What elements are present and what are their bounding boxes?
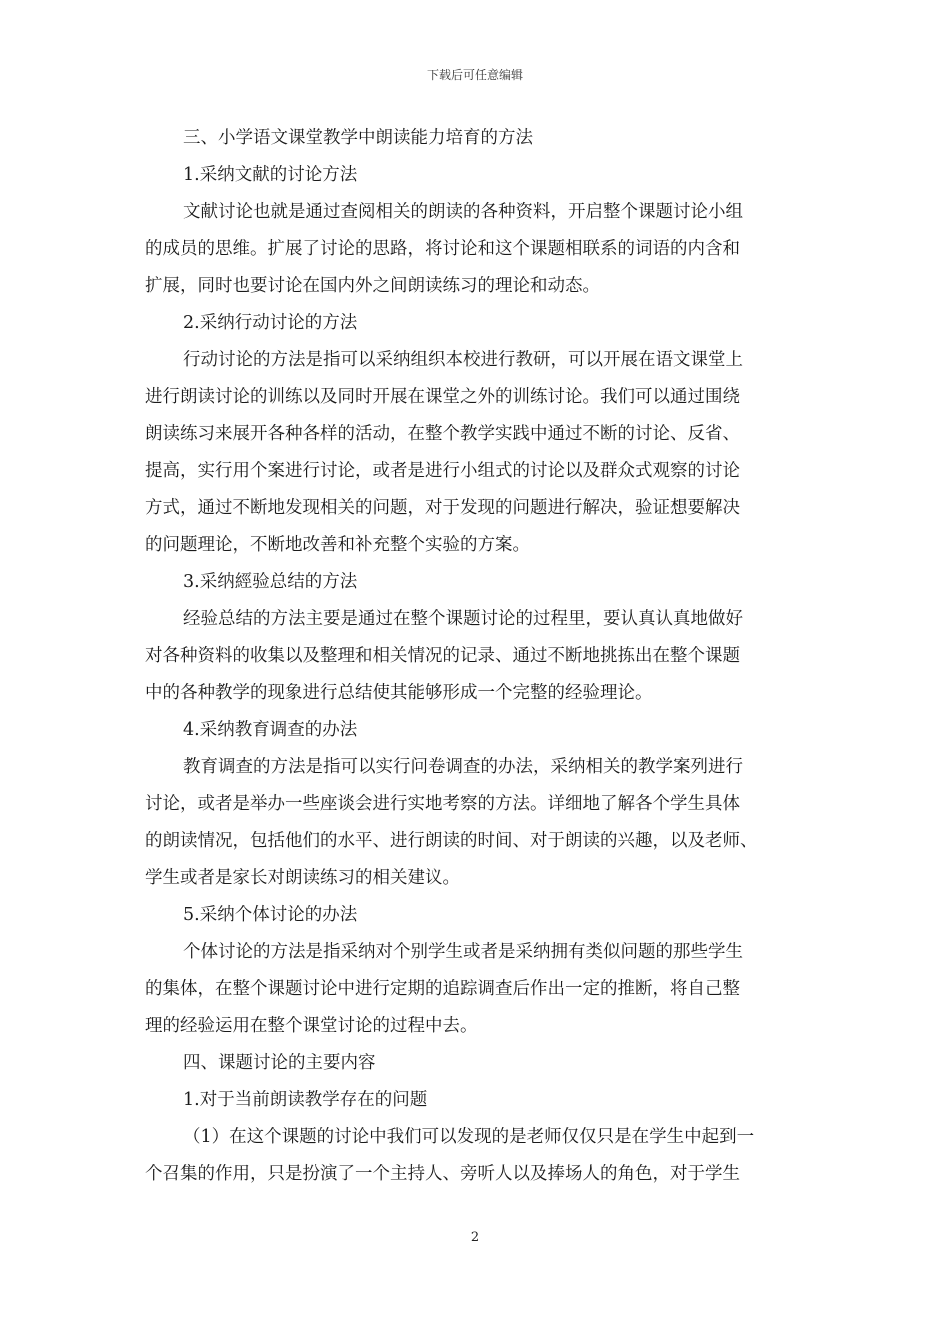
subsection-heading: 3.采纳經验总结的方法 <box>183 572 358 592</box>
document-body <box>145 120 810 1193</box>
body-text-line: 提高，实行用个案进行讨论，或者是进行小组式的讨论以及群众式观察的讨论 <box>145 461 740 481</box>
body-text-line: 对各种资料的收集以及整理和相关情况的记录、通过不断地挑拣出在整个课题 <box>145 646 740 666</box>
body-text-line: 进行朗读讨论的训练以及同时开展在课堂之外的训练讨论。我们可以通过围绕 <box>145 387 740 407</box>
page-number: 2 <box>470 1230 480 1245</box>
body-text-line: （1）在这个课题的讨论中我们可以发现的是老师仅仅只是在学生中起到一 <box>183 1127 755 1147</box>
body-text-line: 行动讨论的方法是指可以采纳组织本校进行教研，可以开展在语文课堂上 <box>183 350 743 370</box>
subsection-heading: 5.采纳个体讨论的办法 <box>183 905 358 925</box>
body-text-line: 个召集的作用，只是扮演了一个主持人、旁听人以及捧场人的角色，对于学生 <box>145 1164 740 1184</box>
body-text-line: 中的各种教学的现象进行总结使其能够形成一个完整的经验理论。 <box>145 683 653 703</box>
body-text-line: 的集体，在整个课题讨论中进行定期的追踪调查后作出一定的推断，将自己整 <box>145 979 740 999</box>
subsection-heading: 2.采纳行动讨论的方法 <box>183 313 358 333</box>
body-text-line: 的朗读情况，包括他们的水平、进行朗读的时间、对于朗读的兴趣，以及老师、 <box>145 831 758 851</box>
subsection-heading: 1.采纳文献的讨论方法 <box>183 165 358 185</box>
body-text-line: 朗读练习来展开各种各样的活动，在整个教学实践中通过不断的讨论、反省、 <box>145 424 740 444</box>
section-heading: 三、小学语文课堂教学中朗读能力培育的方法 <box>183 128 533 148</box>
body-text-line: 个体讨论的方法是指采纳对个别学生或者是采纳拥有类似问题的那些学生 <box>183 942 743 962</box>
section-heading: 四、课题讨论的主要内容 <box>183 1053 376 1073</box>
body-text-line: 学生或者是家长对朗读练习的相关建议。 <box>145 868 460 888</box>
body-text-line: 讨论，或者是举办一些座谈会进行实地考察的方法。详细地了解各个学生具体 <box>145 794 740 814</box>
subsection-heading: 1.对于当前朗读教学存在的问题 <box>183 1090 428 1110</box>
subsection-heading: 4.采纳教育调查的办法 <box>183 720 358 740</box>
body-text-line: 经验总结的方法主要是通过在整个课题讨论的过程里，要认真认真地做好 <box>183 609 743 629</box>
body-text-line: 教育调查的方法是指可以实行问卷调查的办法，采纳相关的教学案列进行 <box>183 757 743 777</box>
body-text-line: 扩展，同时也要讨论在国内外之间朗读练习的理论和动态。 <box>145 276 600 296</box>
body-text-line: 文献讨论也就是通过查阅相关的朗读的各种资料，开启整个课题讨论小组 <box>183 202 743 222</box>
body-text-line: 的问题理论，不断地改善和补充整个实验的方案。 <box>145 535 530 555</box>
header-note: 下载后可任意编辑 <box>426 68 523 82</box>
body-text-line: 理的经验运用在整个课堂讨论的过程中去。 <box>145 1016 478 1036</box>
body-text-line: 的成员的思维。扩展了讨论的思路，将讨论和这个课题相联系的词语的内含和 <box>145 239 740 259</box>
body-text-line: 方式，通过不断地发现相关的问题，对于发现的问题进行解决，验证想要解决 <box>145 498 740 518</box>
